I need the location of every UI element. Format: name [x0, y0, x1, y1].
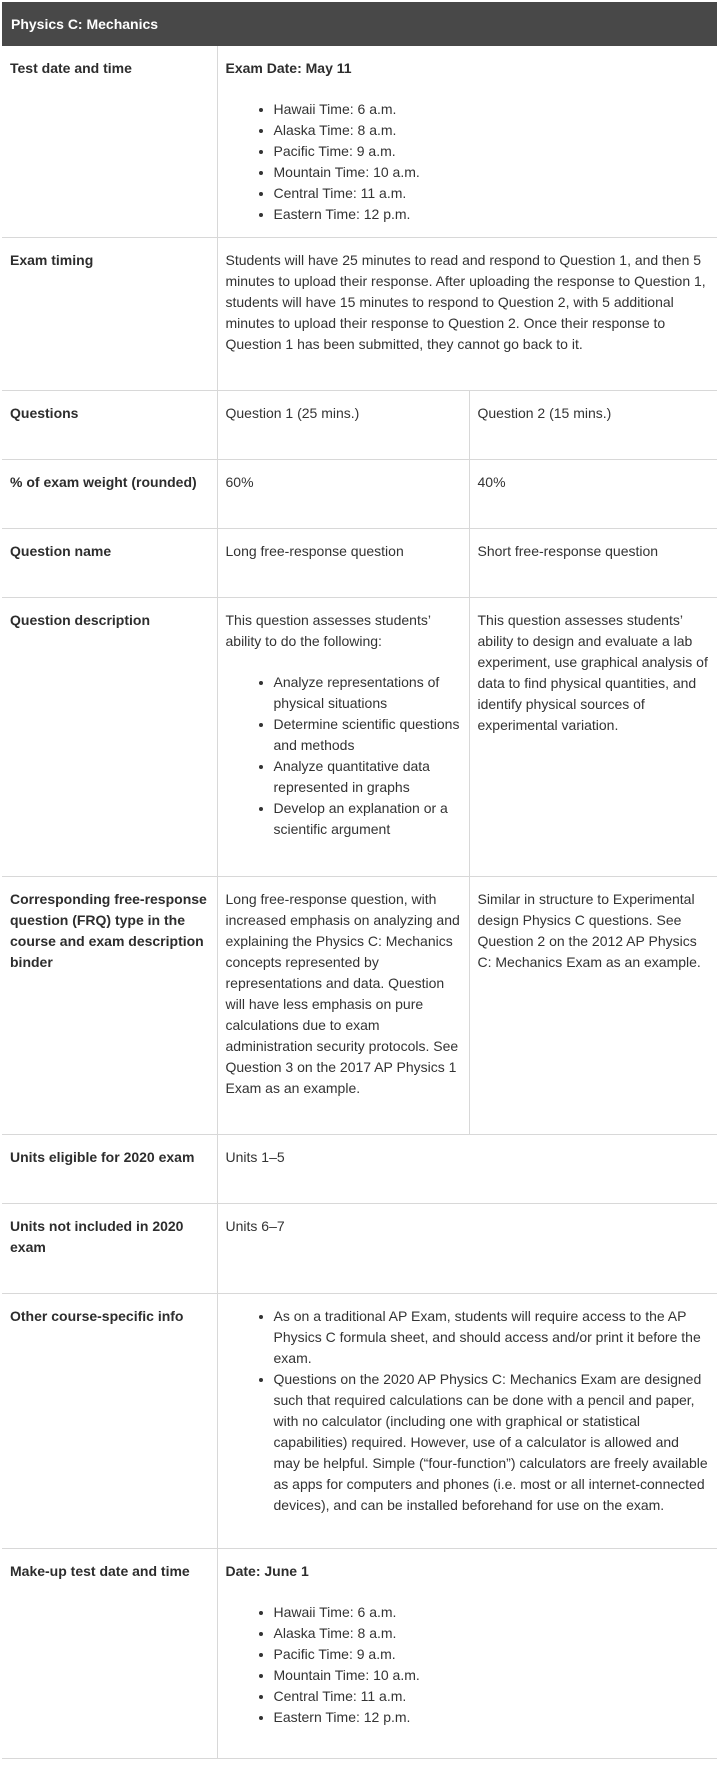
list-item: • Alaska Time: 8 a.m.: [274, 1623, 710, 1644]
row-exam-timing: [2, 238, 717, 391]
row-exam-weight: [2, 460, 717, 529]
row-label: Other course-specific info: [2, 1294, 217, 1549]
list-item: • Eastern Time: 12 p.m.: [274, 1707, 710, 1728]
question-2-cell: Question 2 (15 mins.): [469, 391, 717, 460]
list-item: • Analyze quantitative data represented in graphs: [274, 756, 461, 798]
row-label: Units not included in 2020 exam: [2, 1204, 217, 1294]
description-q2-cell: This question assesses students’ ability to design and evaluate a lab experiment, use graphical analysis of data to find physical quantities, and identify physical sources of experimental variation.: [469, 598, 717, 877]
row-label: Make-up test date and time: [2, 1549, 217, 1759]
row-label: Question name: [2, 529, 217, 598]
row-label: Test date and time: [2, 46, 217, 238]
exam-info-table: [2, 2, 717, 1759]
list-item: • Develop an explanation or a scientific argument: [274, 798, 461, 840]
list-item: • Questions on the 2020 AP Physics C: Mechanics Exam are designed such that required calculations can be done with a pencil and paper, with no calculator (including one with graphical or statistical capabilities) required. However, use of a calculator is allowed and may be helpful. Simple (“four-function”) calculators are freely available as apps for computers and phones (i.e. most or all internet-connected devices), and can be installed beforehand for use on the exam.: [274, 1369, 710, 1516]
frq-q1-cell: Long free-response question, with increased emphasis on analyzing and explaining the Physics C: Mechanics concepts represented by representations and data. Question will have less emphasis on pure calculations due to exam administration security protocols. See Question 3 on the 2017 AP Physics 1 Exam as an example.: [217, 877, 469, 1135]
row-other-info: [2, 1294, 717, 1549]
row-label: Corresponding free-response question (FRQ) type in the course and exam description binder: [2, 877, 217, 1135]
row-test-date: [2, 46, 717, 238]
list-item: • Analyze representations of physical situations: [274, 672, 461, 714]
row-units-excluded: [2, 1204, 717, 1294]
list-item: • Hawaii Time: 6 a.m.: [274, 1602, 710, 1623]
list-item: • Mountain Time: 10 a.m.: [274, 1665, 710, 1686]
units-excluded-cell: Units 6–7: [217, 1204, 717, 1294]
row-label: Questions: [2, 391, 217, 460]
list-item: • Pacific Time: 9 a.m.: [274, 1644, 710, 1665]
timing-cell: Students will have 25 minutes to read and respond to Question 1, and then 5 minutes to upload their response. After uploading the response to Question 1, students will have 15 minutes to respond to Question 2, with 5 additional minutes to upload their response to Question 2. Once their response to Question 1 has been submitted, they cannot go back to it.: [217, 238, 717, 391]
name-q1-cell: Long free-response question: [217, 529, 469, 598]
list-item: • Central Time: 11 a.m.: [274, 1686, 710, 1707]
list-item: • Alaska Time: 8 a.m.: [274, 120, 710, 141]
description-q1-cell: [217, 598, 469, 877]
row-questions: [2, 391, 717, 460]
frq-q2-cell: Similar in structure to Experimental design Physics C questions. See Question 2 on the 2012 AP Physics C: Mechanics Exam as an example.: [469, 877, 717, 1135]
row-makeup-date: [2, 1549, 717, 1759]
list-item: • Determine scientific questions and methods: [274, 714, 461, 756]
list-item: • Mountain Time: 10 a.m.: [274, 162, 710, 183]
row-label: Units eligible for 2020 exam: [2, 1135, 217, 1204]
skills-list: [226, 672, 461, 840]
list-item: • Pacific Time: 9 a.m.: [274, 141, 710, 162]
row-units-eligible: [2, 1135, 717, 1204]
row-frq-type: [2, 877, 717, 1135]
description-intro: This question assesses students’ ability to do the following:: [225, 612, 431, 649]
makeup-date-cell: [217, 1549, 717, 1759]
row-label: Question description: [2, 598, 217, 877]
other-info-cell: [217, 1294, 717, 1549]
list-item: • As on a traditional AP Exam, students will require access to the AP Physics C formula sheet, and should access and/or print it before the exam.: [274, 1306, 710, 1369]
makeup-date-heading: Date: June 1: [225, 1563, 309, 1579]
table-title: Physics C: Mechanics: [2, 2, 717, 46]
question-1-cell: Question 1 (25 mins.): [217, 391, 469, 460]
row-label: Exam timing: [2, 238, 217, 391]
weight-q1-cell: 60%: [217, 460, 469, 529]
row-label: % of exam weight (rounded): [2, 460, 217, 529]
time-zone-list: [226, 99, 710, 225]
list-item: • Hawaii Time: 6 a.m.: [274, 99, 710, 120]
other-info-list: [226, 1306, 710, 1516]
exam-table: [2, 2, 717, 1759]
weight-q2-cell: 40%: [469, 460, 717, 529]
name-q2-cell: Short free-response question: [469, 529, 717, 598]
time-zone-list: [226, 1602, 710, 1728]
exam-date-heading: Exam Date: May 11: [225, 60, 352, 76]
row-question-description: [2, 598, 717, 877]
list-item: • Central Time: 11 a.m.: [274, 183, 710, 204]
units-eligible-cell: Units 1–5: [217, 1135, 717, 1204]
row-question-name: [2, 529, 717, 598]
list-item: • Eastern Time: 12 p.m.: [274, 204, 710, 225]
test-date-cell: [217, 46, 717, 238]
